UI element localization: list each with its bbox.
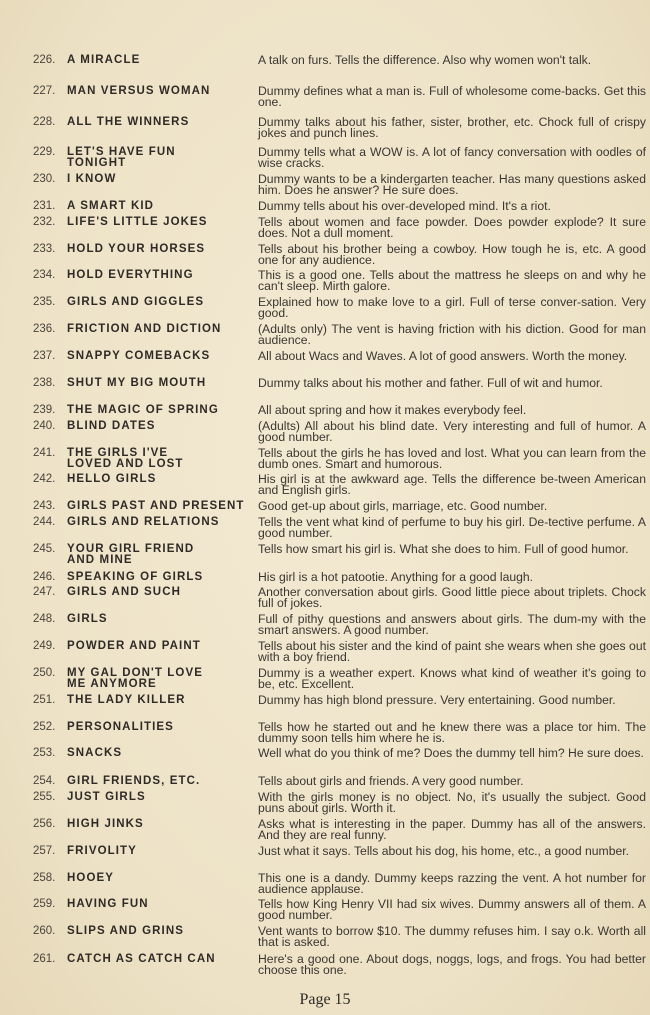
entry-description: His girl is a hot patootie. Anything for a good laugh. <box>258 570 534 584</box>
entry-number: 251. <box>33 694 56 706</box>
entry-title: SNAPPY COMEBACKS <box>67 350 211 362</box>
entry-title: SLIPS AND GRINS <box>67 925 185 937</box>
entry-title: THE GIRLS I'VE LOVED AND LOST <box>67 447 184 470</box>
entry-description: Tells about his sister and the kind of paint she wears when she goes out with a boy friend. <box>258 639 646 665</box>
entry-description: (Adults only) The vent is having friction with his diction. Good for man audience. <box>258 322 646 348</box>
entry-description: Tells how smart his girl is. What she does to him. Full of good humor. <box>258 542 629 556</box>
entry-title: MAN VERSUS WOMAN <box>67 85 211 97</box>
entry-number: 254. <box>33 775 56 787</box>
entry-description: Dummy talks about his mother and father. Full of wit and humor. <box>258 376 603 390</box>
entry-number: 241. <box>33 447 56 459</box>
entry-description: Explained how to make love to a girl. Full of terse conver-sation. Very good. <box>258 295 646 321</box>
entry-title: HAVING FUN <box>67 898 149 910</box>
entry-number: 230. <box>33 173 56 185</box>
entry-number: 258. <box>33 872 56 884</box>
entry-description: Vent wants to borrow $10. The dummy refuses him. I say o.k. Worth all that is asked. <box>258 924 646 950</box>
entry-description: A talk on furs. Tells the difference. Also why women won't talk. <box>258 53 592 67</box>
entry-title: CATCH AS CATCH CAN <box>67 953 216 965</box>
entry-description: Tells the vent what kind of perfume to buy his girl. De-tective perfume. A good number. <box>258 515 646 541</box>
entry-title: HIGH JINKS <box>67 818 144 830</box>
entry-title: MY GAL DON'T LOVE ME ANYMORE <box>67 667 204 690</box>
entry-number: 227. <box>33 85 56 97</box>
entry-description: Here's a good one. About dogs, noggs, logs, and frogs. You had better choose this one. <box>258 952 646 978</box>
entry-description: Dummy is a weather expert. Knows what kind of weather it's going to be, etc. Excellent. <box>258 666 646 692</box>
entry-description: Dummy tells about his over-developed mind. It's a riot. <box>258 199 551 213</box>
entry-description: With the girls money is no object. No, it's usually the subject. Good puns about girls. Worth it. <box>258 790 646 816</box>
entry-title: FRICTION AND DICTION <box>67 323 222 335</box>
entry-title: ALL THE WINNERS <box>67 116 190 128</box>
entry-number: 247. <box>33 586 56 598</box>
entry-title: LET'S HAVE FUN TONIGHT <box>67 146 176 169</box>
entry-number: 233. <box>33 243 56 255</box>
entry-title: HELLO GIRLS <box>67 473 157 485</box>
entry-number: 244. <box>33 516 56 528</box>
entry-number: 239. <box>33 404 56 416</box>
entry-description: Dummy talks about his father, sister, brother, etc. Chock full of crispy jokes and punch lines. <box>258 115 646 141</box>
entry-description: Tells about the girls he has loved and lost. What you can learn from the dumb ones. Smart and humorous. <box>258 446 646 472</box>
entry-number: 257. <box>33 845 56 857</box>
entry-number: 242. <box>33 473 56 485</box>
entry-title: A MIRACLE <box>67 54 141 66</box>
entry-title: A SMART KID <box>67 200 155 212</box>
page-number: Page 15 <box>299 991 351 1008</box>
entry-description: Tells how King Henry VII had six wives. Dummy answers all of them. A good number. <box>258 897 646 923</box>
entry-title: THE LADY KILLER <box>67 694 186 706</box>
entry-title: GIRL FRIENDS, ETC. <box>67 775 201 787</box>
entry-description: Tells about girls and friends. A very good number. <box>258 774 524 788</box>
entry-title: SHUT MY BIG MOUTH <box>67 377 207 389</box>
entry-number: 236. <box>33 323 56 335</box>
entry-number: 235. <box>33 296 56 308</box>
entry-description: Another conversation about girls. Good little piece about triplets. Chock full of jokes. <box>258 585 646 611</box>
entry-description: Just what it says. Tells about his dog, his home, etc., a good number. <box>258 844 630 858</box>
entry-number: 246. <box>33 571 56 583</box>
entry-number: 261. <box>33 953 56 965</box>
entry-description: Asks what is interesting in the paper. Dummy has all of the answers. And they are real funny. <box>258 817 646 843</box>
entry-number: 228. <box>33 116 56 128</box>
entry-description: Tells how he started out and he knew there was a place tor him. The dummy soon tells him where he is. <box>258 720 646 746</box>
entry-description: Well what do you think of me? Does the dummy tell him? He sure does. <box>258 746 644 760</box>
entry-description: Dummy defines what a man is. Full of wholesome come-backs. Get this one. <box>258 84 646 110</box>
entry-number: 248. <box>33 613 56 625</box>
entry-number: 252. <box>33 721 56 733</box>
entry-number: 231. <box>33 200 56 212</box>
entry-description: Full of pithy questions and answers about girls. The dum-my with the smart answers. A good number. <box>258 612 646 638</box>
entry-title: GIRLS PAST AND PRESENT <box>67 500 245 512</box>
entry-title: PERSONALITIES <box>67 721 174 733</box>
entry-number: 245. <box>33 543 56 555</box>
entry-title: GIRLS AND SUCH <box>67 586 182 598</box>
entry-number: 243. <box>33 500 56 512</box>
entry-description: His girl is at the awkward age. Tells the difference be-tween American and English girls. <box>258 472 646 498</box>
entry-title: HOLD EVERYTHING <box>67 269 194 281</box>
entry-number: 260. <box>33 925 56 937</box>
entry-description: Tells about women and face powder. Does powder explode? It sure does. Not a dull moment. <box>258 215 646 241</box>
entry-title: THE MAGIC OF SPRING <box>67 404 219 416</box>
entry-number: 250. <box>33 667 56 679</box>
entry-number: 249. <box>33 640 56 652</box>
entry-title: I KNOW <box>67 173 117 185</box>
entry-title: SPEAKING OF GIRLS <box>67 571 204 583</box>
entry-title: SNACKS <box>67 747 123 759</box>
entry-number: 259. <box>33 898 56 910</box>
entry-description: Dummy wants to be a kindergarten teacher. Has many questions asked him. Does he answer? He sure does. <box>258 172 646 198</box>
entry-description: Tells about his brother being a cowboy. How tough he is, etc. A good one for any audience. <box>258 242 646 268</box>
entry-description: Good get-up about girls, marriage, etc. Good number. <box>258 499 548 513</box>
entry-number: 229. <box>33 146 56 158</box>
entry-number: 234. <box>33 269 56 281</box>
entry-title: LIFE'S LITTLE JOKES <box>67 216 208 228</box>
entry-description: Dummy has high blond pressure. Very entertaining. Good number. <box>258 693 616 707</box>
entry-title: BLIND DATES <box>67 420 156 432</box>
entry-number: 237. <box>33 350 56 362</box>
entry-description: All about spring and how it makes everybody feel. <box>258 403 527 417</box>
entry-number: 232. <box>33 216 56 228</box>
entry-number: 255. <box>33 791 56 803</box>
entry-title: HOOEY <box>67 872 115 884</box>
entry-number: 256. <box>33 818 56 830</box>
entry-number: 240. <box>33 420 56 432</box>
entry-title: POWDER AND PAINT <box>67 640 201 652</box>
entry-description: All about Wacs and Waves. A lot of good answers. Worth the money. <box>258 349 628 363</box>
entry-title: FRIVOLITY <box>67 845 137 857</box>
entry-number: 238. <box>33 377 56 389</box>
entry-description: (Adults) All about his blind date. Very interesting and full of humor. A good number. <box>258 419 646 445</box>
entry-number: 253. <box>33 747 56 759</box>
entry-description: This is a good one. Tells about the mattress he sleeps on and why he can't sleep. Mirth galore. <box>258 268 646 294</box>
entry-title: YOUR GIRL FRIEND AND MINE <box>67 543 195 566</box>
entry-title: JUST GIRLS <box>67 791 146 803</box>
entry-title: GIRLS <box>67 613 108 625</box>
entry-description: This one is a dandy. Dummy keeps razzing the vent. A hot number for audience applause. <box>258 871 646 897</box>
entry-title: GIRLS AND GIGGLES <box>67 296 205 308</box>
entry-title: HOLD YOUR HORSES <box>67 243 206 255</box>
entry-description: Dummy tells what a WOW is. A lot of fancy conversation with oodles of wise cracks. <box>258 145 646 171</box>
entry-title: GIRLS AND RELATIONS <box>67 516 220 528</box>
entry-number: 226. <box>33 54 56 66</box>
